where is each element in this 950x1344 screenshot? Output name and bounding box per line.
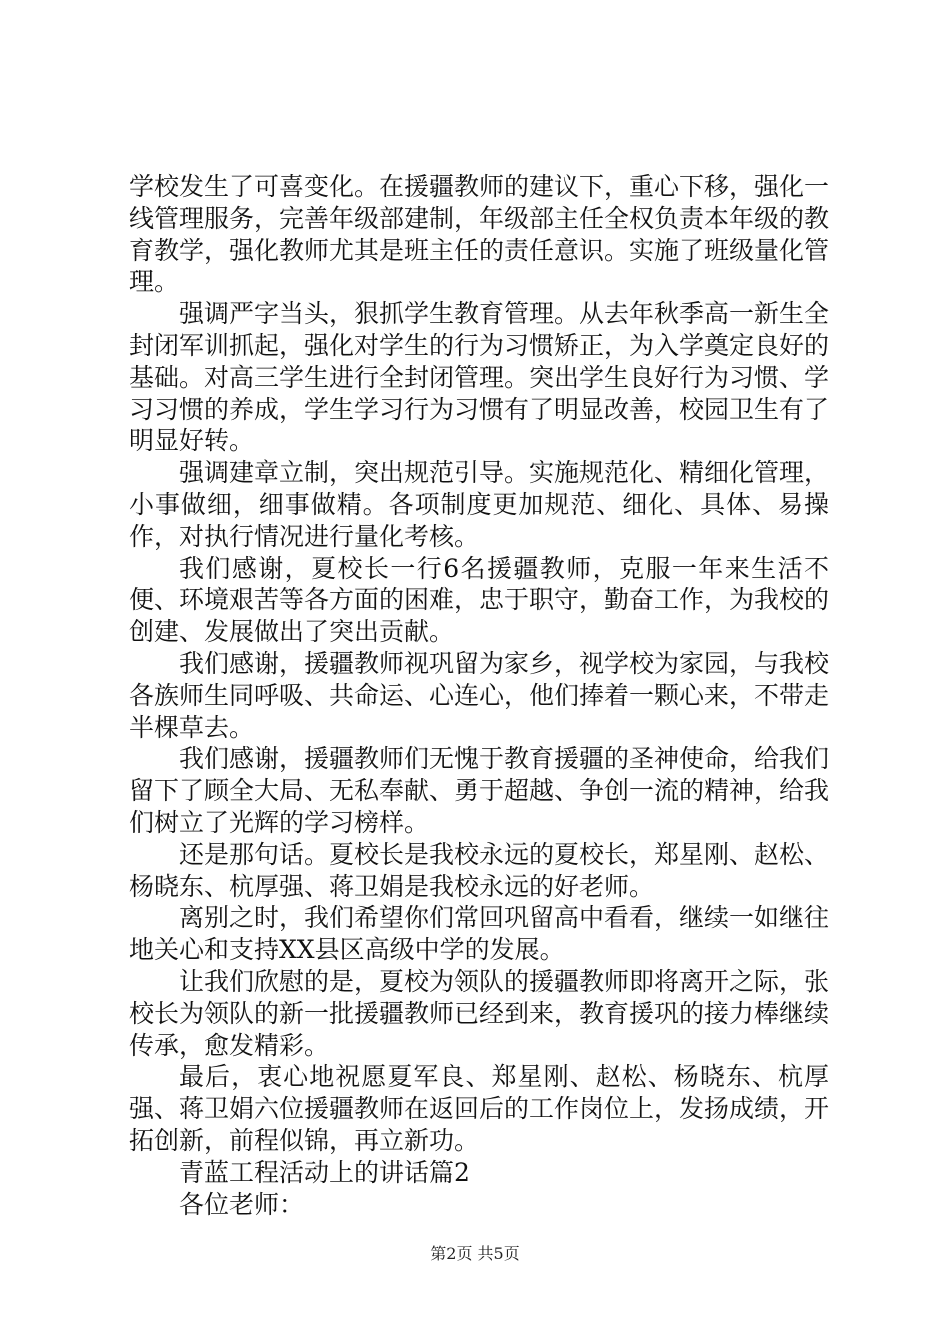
paragraph: 离别之时，我们希望你们常回巩留高中看看，继续一如继往地关心和支持XX县区高级中学的发展。 xyxy=(129,903,830,965)
page-footer xyxy=(0,1244,950,1264)
salutation: 各位老师： xyxy=(179,1189,305,1219)
paragraph: 我们感谢，援疆教师视巩留为家乡，视学校为家园，与我校各族师生同呼吸、共命运、心连心，他们捧着一颗心来，不带走半棵草去。 xyxy=(129,648,830,742)
paragraph: 我们感谢，夏校长一行6名援疆教师，克服一年来生活不便、环境艰苦等各方面的困难，忠于职守，勤奋工作，为我校的创建、发展做出了突出贡献。 xyxy=(129,553,830,647)
paragraph: 我们感谢，援疆教师们无愧于教育援疆的圣神使命，给我们留下了顾全大局、无私奉献、勇于超越、争创一流的精神，给我们树立了光辉的学习榜样。 xyxy=(129,744,830,837)
document-body xyxy=(129,171,829,1220)
paragraph: 学校发生了可喜变化。在援疆教师的建议下，重心下移，强化一线管理服务，完善年级部建制，年级部主任全权负责本年级的教育教学，强化教师尤其是班主任的责任意识。实施了班级量化管理。 xyxy=(129,172,830,297)
page-number: 第2页 共5页 xyxy=(430,1244,520,1263)
paragraph: 最后，衷心地祝愿夏军良、郑星刚、赵松、杨晓东、杭厚强、蒋卫娟六位援疆教师在返回后的工作岗位上，发扬成绩，开拓创新，前程似锦，再立新功。 xyxy=(129,1062,830,1155)
paragraph: 还是那句话。夏校长是我校永远的夏校长，郑星刚、赵松、杨晓东、杭厚强、蒋卫娟是我校永远的好老师。 xyxy=(129,839,830,901)
section-heading: 青蓝工程活动上的讲话篇2 xyxy=(179,1157,470,1187)
paragraph: 强调建章立制，突出规范引导。实施规范化、精细化管理，小事做细，细事做精。各项制度更加规范、细化、具体、易操作，对执行情况进行量化考核。 xyxy=(129,458,830,551)
paragraph: 强调严字当头，狠抓学生教育管理。从去年秋季高一新生全封闭军训抓起，强化对学生的行为习惯矫正，为入学奠定良好的基础。对高三学生进行全封闭管理。突出学生良好行为习惯、学习习惯的养成，学生学习行为习惯有了明显改善，校园卫生有了明显好转。 xyxy=(129,299,830,456)
paragraph: 让我们欣慰的是，夏校为领队的援疆教师即将离开之际，张校长为领队的新一批援疆教师已经到来，教育援巩的接力棒继续传承，愈发精彩。 xyxy=(129,966,830,1060)
